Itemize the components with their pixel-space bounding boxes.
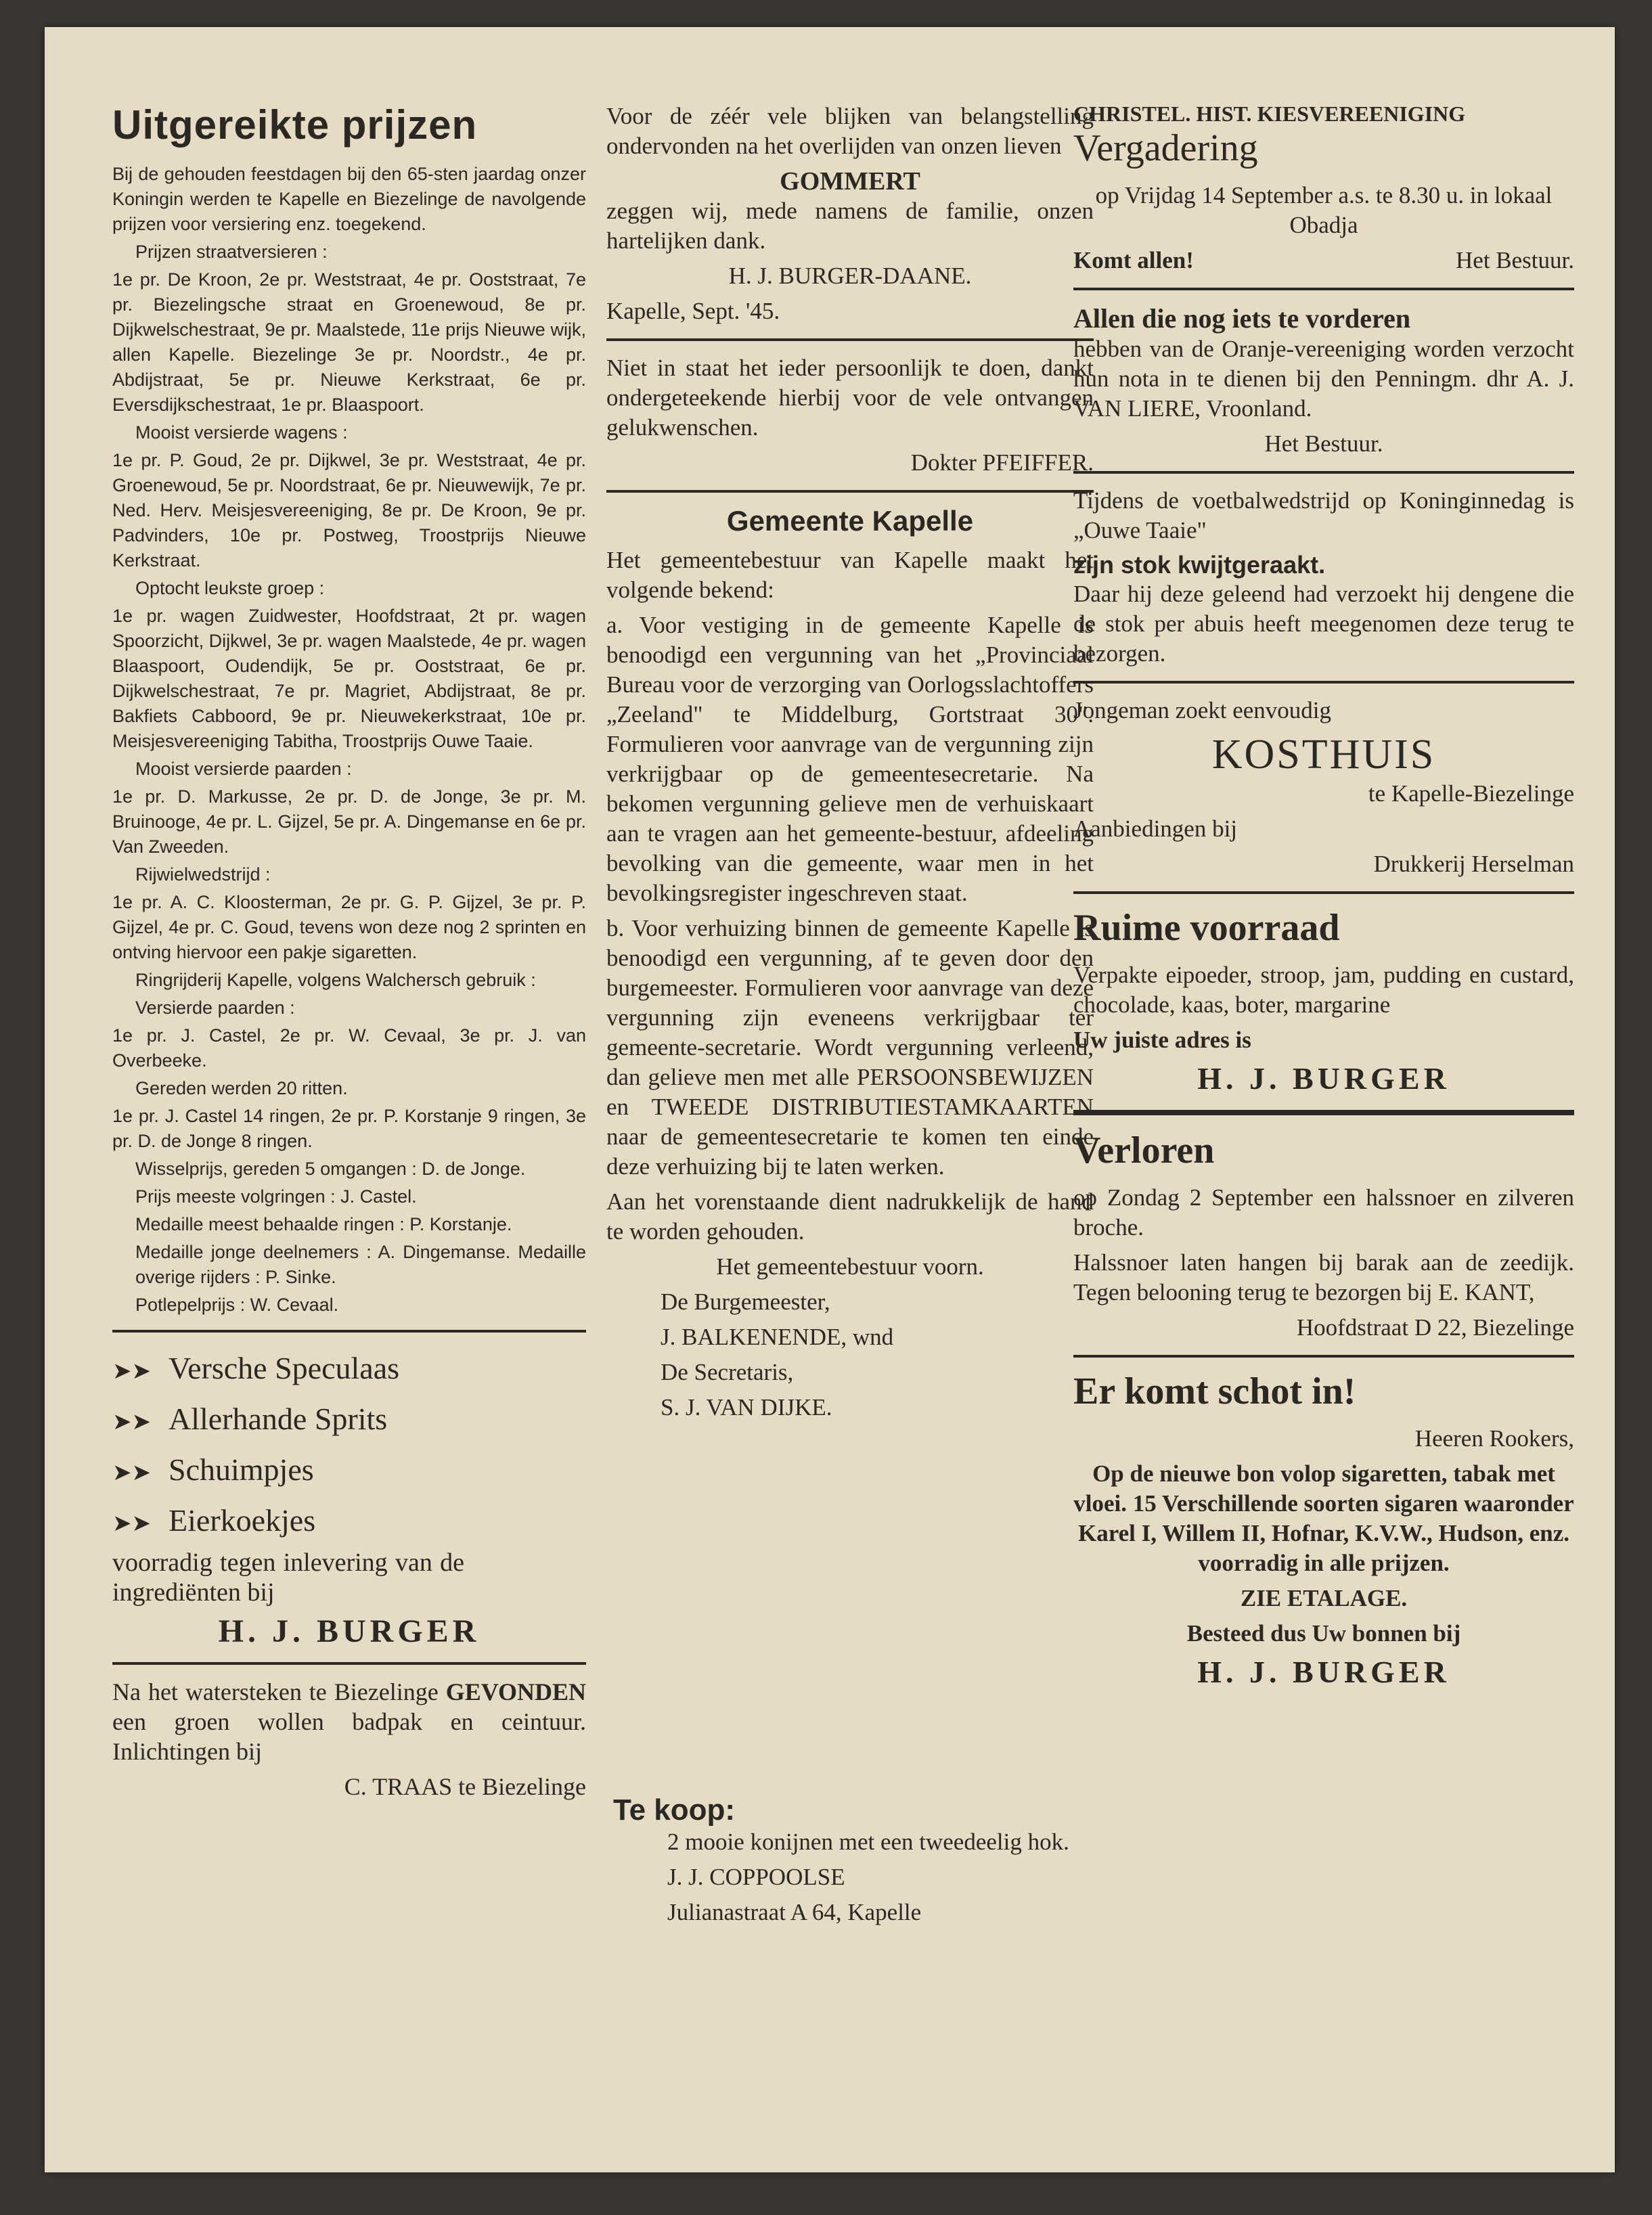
oranje-text: hebben van de Oranje-vereeniging worden verzocht hun nota in te dienen bij den Penningm. dhr A. J. VAN LIERE, Vroonland. (1073, 336, 1574, 422)
schot-text: Op de nieuwe bon volop sigaretten, tabak met vloei. 15 Verschillende soorten sigaren waaronder Karel I, Willem II, Hofnar, K.V.W., Hudson, enz. voorradig in alle prijzen. (1073, 1460, 1574, 1576)
thanks-text-2: zeggen wij, mede namens de familie, onzen hartelijken dank. (606, 198, 1094, 254)
prize-section-heading: Medaille meest behaalde ringen : P. Korstanje. (135, 1214, 512, 1234)
gemeente-a: a. Voor vestiging in de gemeente Kapelle is benoodigd een vergunning van het „Provinciaal Bureau voor de verzorging van Oorlogsslachtoffers „Zeeland" te Middelburg, Gortstraat 30". Formulieren voor aanvrage van de vergunning zijn verkrijgbaar op de gemeentesecretarie. Na bekomen vergunning gelieve men de verhuiskaart aan te vragen aan het gemeente-bestuur, afdeeling bevolking van die gemeente, waar men in het bevolkingsregister ingeschreven staat. (606, 612, 1094, 906)
thanks-place: Kapelle, Sept. '45. (606, 298, 780, 324)
stok-text-2: Daar hij deze geleend had verzoekt hij dengene die de stok per abuis heeft meegenomen deze terug te bezorgen. (1073, 581, 1574, 667)
prize-section-heading: Ringrijderij Kapelle, volgens Walchersch gebruik : (135, 970, 536, 990)
tekoop-addr: Julianastraat A 64, Kapelle (667, 1899, 922, 1925)
found-bold: GEVONDEN (445, 1678, 586, 1705)
verloren-text-3: Hoofdstraat D 22, Biezelinge (1296, 1314, 1574, 1341)
schot-name: H. J. BURGER (1197, 1655, 1450, 1689)
gemeente-b: b. Voor verhuizing binnen de gemeente Kapelle is benoodigd een vergunning, af te geven door den burgemeester. Formulieren voor aanvrage van deze vergunning zijn eveneens verkrijgbaar ter gemeente-secretarie. Wordt vergunning verleend, dan gelieve men met alle PERSOONSBEWIJZEN en TWEEDE DISTRIBUTIESTAMKAARTEN naar de gemeentesecretarie te komen ten einde deze verhuizing bij te laten werken. (606, 915, 1094, 1180)
bakery-item: ➤➤ Allerhande Sprits (112, 1402, 388, 1436)
prizes-intro: Bij de gehouden feestdagen bij den 65-sten jaardag onzer Koningin werden te Kapelle en Biezelinge de navolgende prijzen voor versiering enz. toegekend. (112, 164, 586, 234)
prize-section-text: 1e pr. A. C. Kloosterman, 2e pr. G. P. Gijzel, 3e pr. P. Gijzel, 4e pr. C. Goud, tevens won deze nog 2 sprinten en ontving hiervoor een pakje sigaretten. (112, 892, 586, 962)
prize-section-text: 1e pr. J. Castel 14 ringen, 2e pr. P. Korstanje 9 ringen, 3e pr. D. de Jonge 8 ringen. (112, 1106, 586, 1151)
voorraad-adres: Uw juiste adres is (1073, 1027, 1251, 1053)
bakery-text: voorradig tegen inlevering van de ingrediënten bij (112, 1548, 464, 1607)
prize-section-heading: Gereden werden 20 ritten. (135, 1078, 348, 1098)
prize-section-text: 1e pr. wagen Zuidwester, Hoofdstraat, 2t pr. wagen Spoorzicht, Dijkwel, 3e pr. wagen Maalstede, 4e pr. wagen Blaaspoort, Oudendijk, 5e pr. Ooststraat, 6e pr. Dijkwelschestraat, 7e pr. Magriet, Abdijstraat, 8e pr. Bakfiets Cabboord, 9e pr. Nieuwekerkstraat, 10e pr. Meisjesvereeniging Tabitha, Troostprijs Ouwe Taaie. (112, 606, 586, 751)
gemeente-sign-4: De Secretaris, (661, 1359, 794, 1385)
kosthuis-title: KOSTHUIS (1211, 732, 1436, 778)
prize-section-heading: Prijs meeste volgringen : J. Castel. (135, 1186, 417, 1207)
prize-section-heading: Rijwielwedstrijd : (135, 864, 271, 885)
oranje-sign: Het Bestuur. (1264, 430, 1383, 457)
prize-section-heading: Prijzen straatversieren : (135, 242, 328, 262)
gemeente-sign-5: S. J. VAN DIJKE. (661, 1394, 832, 1420)
found-text-2: een groen wollen badpak en ceintuur. Inlichtingen bij (112, 1708, 586, 1765)
kosthuis-text-3: Aanbiedingen bij (1073, 815, 1238, 842)
prize-section-heading: Mooist versierde wagens : (135, 422, 348, 443)
prizes-title: Uitgereikte prijzen (112, 102, 478, 148)
prize-section-heading: Medaille jonge deelnemers : A. Dingemanse. Medaille overige rijders : P. Sinke. (135, 1242, 586, 1287)
kies-header: CHRISTEL. HIST. KIESVEREENIGING (1073, 102, 1466, 126)
tekoop-text: 2 mooie konijnen met een tweedeelig hok. (667, 1829, 1069, 1855)
found-sign: C. TRAAS te Biezelinge (344, 1773, 586, 1800)
kosthuis-text-1: Jongeman zoekt eenvoudig (1073, 697, 1332, 723)
verloren-text-1: op Zondag 2 September een halssnoer en zilveren broche. (1073, 1184, 1574, 1240)
column-prizes (112, 102, 586, 1807)
gemeente-sign-3: J. BALKENENDE, wnd (661, 1324, 894, 1350)
found-text-1: Na het watersteken te Biezelinge (112, 1678, 439, 1705)
voorraad-text: Verpakte eipoeder, stroop, jam, pudding en custard, chocolade, kaas, boter, margarine (1073, 962, 1574, 1018)
gemeente-sign-1: Het gemeentebestuur voorn. (716, 1253, 984, 1280)
kosthuis-text-2: te Kapelle-Biezelinge (1368, 780, 1574, 807)
gemeente-title: Gemeente Kapelle (726, 505, 974, 537)
gemeente-intro: Het gemeentebestuur van Kapelle maakt het volgende bekend: (606, 547, 1094, 603)
doctor-text: Niet in staat het ieder persoonlijk te doen, dankt ondergeteekende hierbij voor de vele ontvangen gelukwenschen. (606, 355, 1094, 441)
kies-text: op Vrijdag 14 September a.s. te 8.30 u. in lokaal Obadja (1095, 182, 1553, 238)
kies-left: Komt allen! (1073, 247, 1194, 273)
bakery-name: H. J. BURGER (218, 1613, 481, 1649)
schot-etalage: ZIE ETALAGE. (1240, 1585, 1408, 1611)
oranje-title: Allen die nog iets te vorderen (1073, 303, 1411, 334)
kies-right: Het Bestuur. (1456, 247, 1574, 273)
kosthuis-text-4: Drukkerij Herselman (1373, 851, 1574, 877)
verloren-title: Verloren (1073, 1129, 1215, 1171)
tekoop-title: Te koop: (613, 1793, 736, 1827)
voorraad-name: H. J. BURGER (1197, 1061, 1450, 1096)
prize-section-heading: Wisselprijs, gereden 5 omgangen : D. de Jonge. (135, 1159, 526, 1179)
schot-title: Er komt schot in! (1073, 1370, 1356, 1412)
gemeente-sign-2: De Burgemeester, (661, 1289, 830, 1315)
prize-section-text: 1e pr. P. Goud, 2e pr. Dijkwel, 3e pr. Weststraat, 4e pr. Groenewoud, 5e pr. Noordstraat, 6e pr. Nieuwewijk, 7e pr. Ned. Herv. Meisjesvereeniging, 8e pr. De Kroon, 9e pr. Padvinders, 10e pr. Postweg, Troostprijs Nieuwe Kerkstraat. (112, 450, 586, 570)
prize-section-text: 1e pr. De Kroon, 2e pr. Weststraat, 4e pr. Ooststraat, 7e pr. Biezelingsche straat en Groenewoud, 8e pr. Dijkwelschestraat, 9e pr. Maalstede, 11e prijs Nieuwe wijk, allen Kapelle. Biezelinge 3e pr. Noordstr., 4e pr. Abdijstraat, 5e pr. Nieuwe Kerkstraat, 6e pr. Eversdijkschestraat, 1e pr. Blaaspoort. (112, 269, 586, 415)
prize-section-heading: Mooist versierde paarden : (135, 759, 352, 779)
stok-text-1: Tijdens de voetbalwedstrijd op Koninginnedag is „Ouwe Taaie" (1073, 487, 1574, 543)
bakery-item: ➤➤ Eierkoekjes (112, 1503, 316, 1538)
thanks-sign: H. J. BURGER-DAANE. (728, 263, 972, 289)
prize-section-heading: Versierde paarden : (135, 998, 295, 1018)
prize-section-heading: Potlepelprijs : W. Cevaal. (135, 1295, 339, 1315)
doctor-sign: Dokter PFEIFFER. (910, 449, 1094, 476)
bakery-ad (112, 1345, 586, 1548)
stok-bold: zijn stok kwijtgeraakt. (1073, 551, 1326, 579)
schot-besteed: Besteed dus Uw bonnen bij (1186, 1620, 1461, 1647)
te-koop-ad (613, 1793, 1073, 1933)
prize-section-text: 1e pr. D. Markusse, 2e pr. D. de Jonge, 3e pr. M. Bruinooge, 4e pr. L. Gijzel, 5e pr. A. Dingemanse en 6e pr. Van Zweeden. (112, 786, 586, 857)
gemeente-c: Aan het vorenstaande dient nadrukkelijk de hand te worden gehouden. (606, 1188, 1094, 1245)
column-right (1073, 102, 1574, 1690)
verloren-text-2: Halssnoer laten hangen bij barak aan de zeedijk. Tegen belooning terug te bezorgen bij E. KANT, (1073, 1249, 1574, 1305)
tekoop-name: J. J. COPPOOLSE (667, 1864, 845, 1890)
bakery-item: ➤➤ Schuimpjes (112, 1452, 314, 1487)
newspaper-page (45, 27, 1615, 2172)
column-middle (606, 102, 1094, 1428)
bakery-item: ➤➤ Versche Speculaas (112, 1351, 400, 1385)
prize-section-text: 1e pr. J. Castel, 2e pr. W. Cevaal, 3e pr. J. van Overbeeke. (112, 1025, 586, 1071)
kies-title: Vergadering (1073, 127, 1258, 169)
thanks-name: GOMMERT (780, 167, 920, 196)
prize-section-heading: Optocht leukste groep : (135, 578, 325, 598)
voorraad-title: Ruime voorraad (1073, 907, 1340, 949)
schot-sub: Heeren Rookers, (1414, 1425, 1574, 1452)
thanks-text: Voor de zéér vele blijken van belangstelling ondervonden na het overlijden van onzen lieven (606, 103, 1094, 159)
